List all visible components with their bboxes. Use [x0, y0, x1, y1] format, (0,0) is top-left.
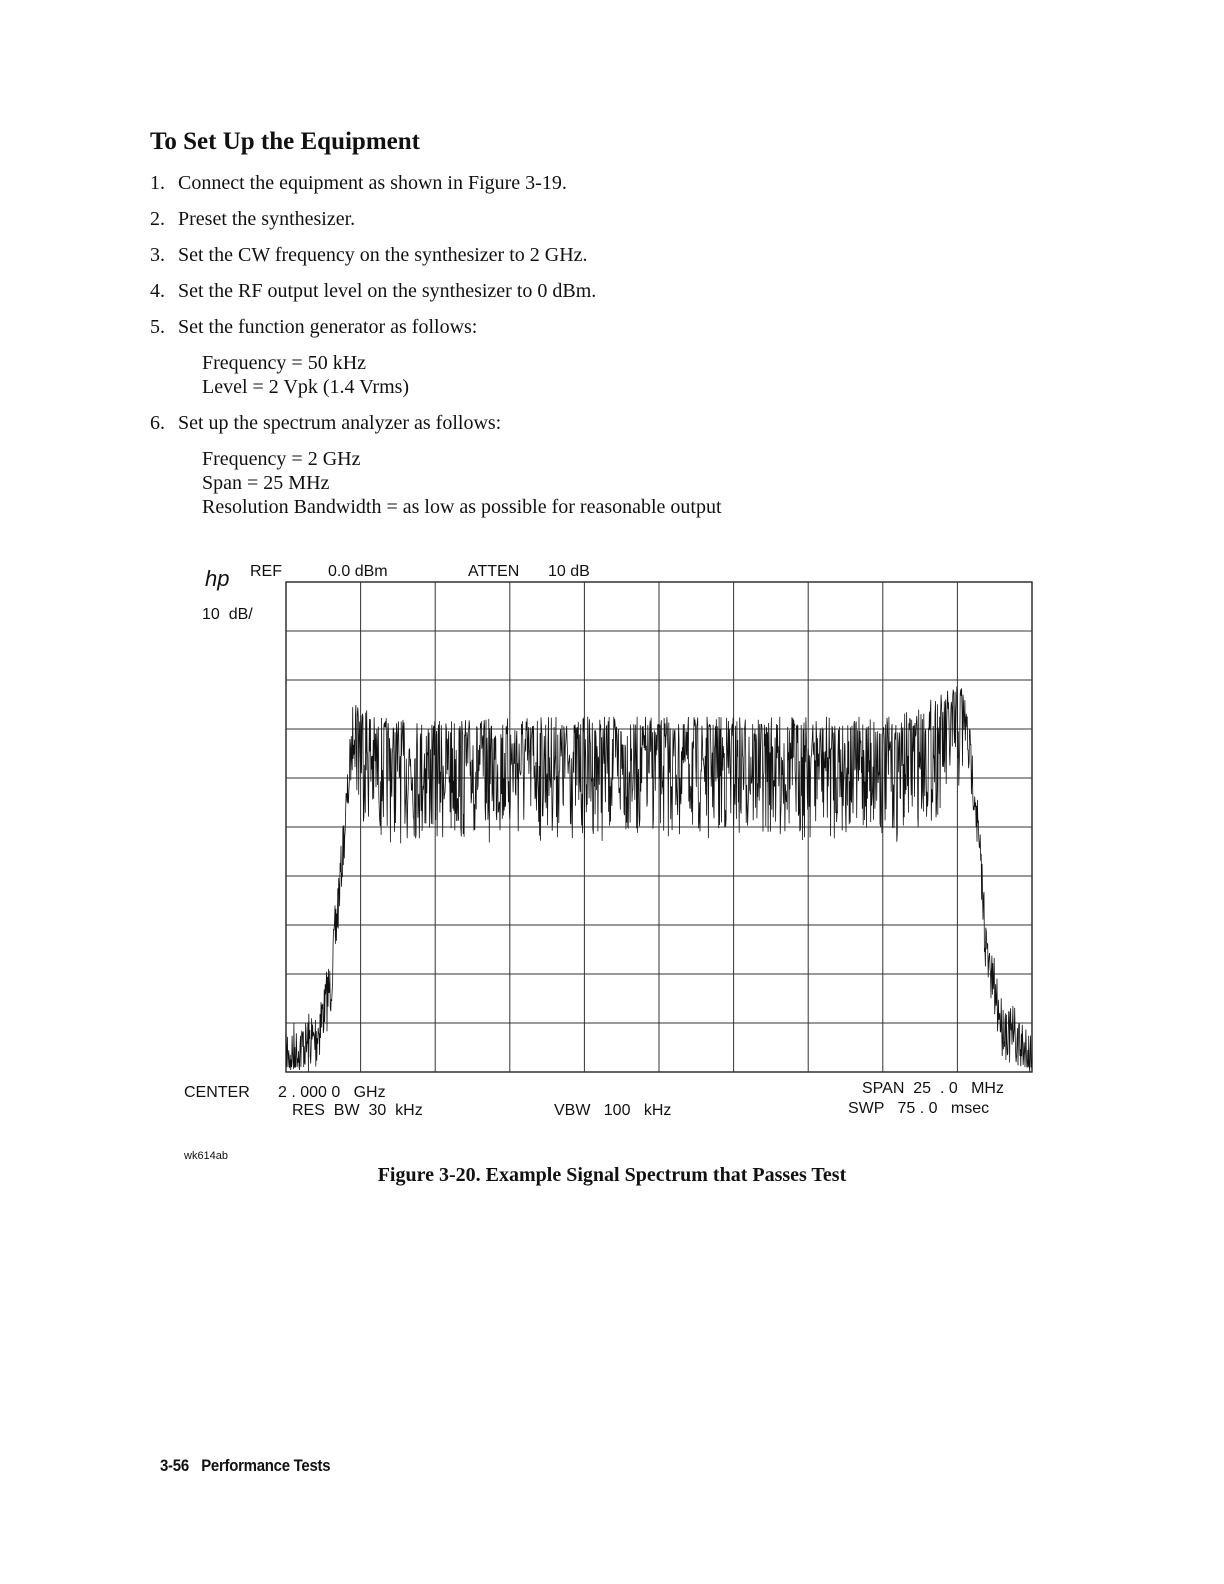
page-number: 3-56 — [160, 1456, 189, 1475]
step-number: 3. — [150, 244, 165, 266]
step-text: Connect the equipment as shown in Figure 3-19. — [178, 172, 567, 194]
scale-per-division: 10 dB/ — [202, 606, 253, 623]
function-generator-settings — [202, 351, 409, 399]
ref-level-value: 0.0 dBm — [328, 563, 388, 580]
step-text: Set the RF output level on the synthesizer to 0 dBm. — [178, 280, 597, 302]
setting-line: Frequency = 50 kHz — [202, 352, 367, 374]
sweep-time: SWP 75 . 0 msec — [848, 1100, 990, 1117]
span-value: SPAN 25 . 0 MHz — [862, 1080, 1004, 1097]
spectrum-analyzer-settings — [202, 447, 722, 519]
step-text: Set up the spectrum analyzer as follows: — [178, 412, 502, 434]
step-number: 1. — [150, 172, 165, 194]
figure-id: wk614ab — [184, 1150, 229, 1162]
section-heading: To Set Up the Equipment — [150, 128, 420, 155]
setting-line: Frequency = 2 GHz — [202, 448, 361, 470]
step-number: 6. — [150, 412, 165, 434]
setting-line: Level = 2 Vpk (1.4 Vrms) — [202, 376, 410, 398]
spectrum-plot — [284, 580, 1036, 1076]
atten-value: 10 dB — [548, 563, 590, 580]
ref-label: REF — [250, 563, 282, 580]
graticule-frame — [286, 582, 1032, 1072]
atten-label: ATTEN — [468, 563, 520, 580]
step-5 — [150, 316, 477, 339]
resolution-bandwidth: RES BW 30 kHz — [292, 1102, 423, 1119]
step-2 — [150, 208, 355, 231]
step-text: Preset the synthesizer. — [178, 208, 356, 230]
video-bandwidth: VBW 100 kHz — [554, 1102, 672, 1119]
page-footer — [160, 1456, 330, 1476]
center-frequency-value: 2 . 000 0 GHz — [278, 1084, 386, 1101]
step-text: Set the function generator as follows: — [178, 316, 478, 338]
step-1 — [150, 172, 567, 195]
step-6 — [150, 412, 501, 435]
hp-logo: hp — [205, 566, 230, 591]
step-number: 4. — [150, 280, 165, 302]
center-label: CENTER — [184, 1084, 250, 1101]
step-4 — [150, 280, 596, 303]
setting-line: Span = 25 MHz — [202, 472, 330, 494]
step-number: 2. — [150, 208, 165, 230]
step-text: Set the CW frequency on the synthesizer to 2 GHz. — [178, 244, 588, 266]
setting-line: Resolution Bandwidth = as low as possible for reasonable output — [202, 496, 722, 518]
figure-caption: Figure 3-20. Example Signal Spectrum that Passes Test — [377, 1164, 847, 1186]
spectrum-trace — [286, 686, 1032, 1071]
step-number: 5. — [150, 316, 165, 338]
footer-section-title: Performance Tests — [201, 1456, 331, 1475]
step-3 — [150, 244, 588, 267]
